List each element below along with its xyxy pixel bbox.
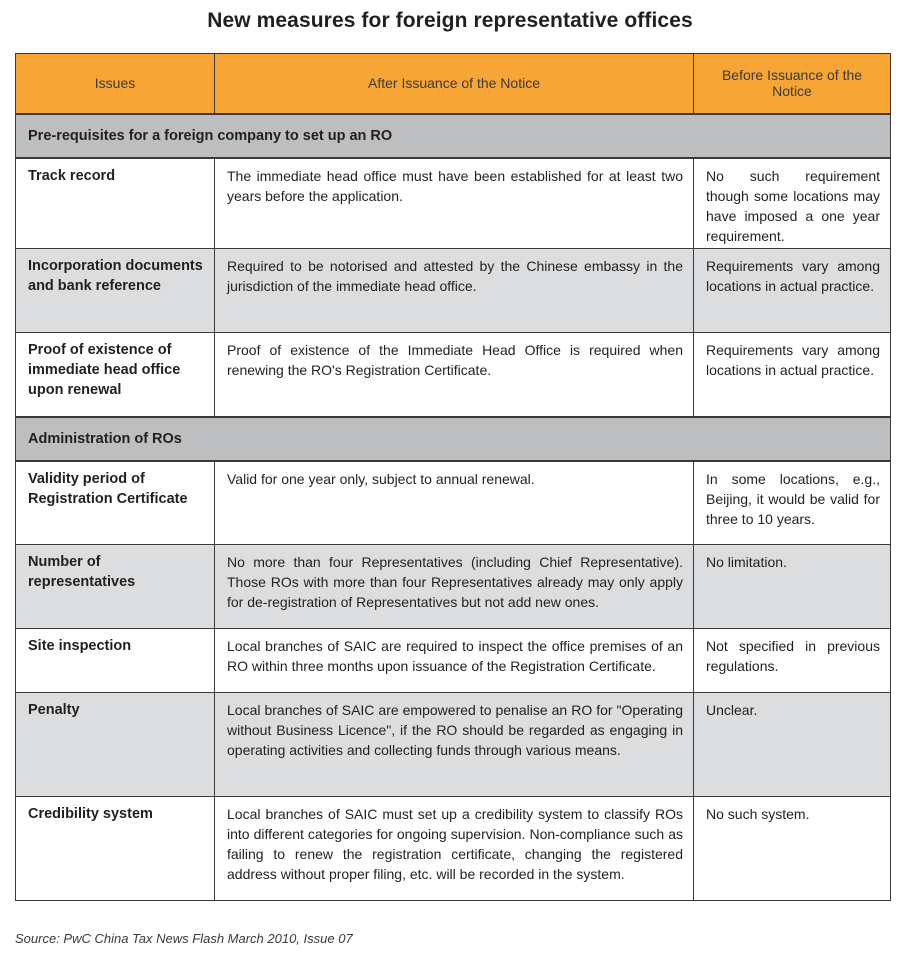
measures-table [15, 53, 891, 901]
table-row [16, 629, 891, 693]
before-cell: No such system. [694, 797, 891, 901]
issue-cell: Incorporation documents and bank reference [16, 249, 215, 333]
header-before: Before Issuance of the Notice [694, 54, 891, 114]
header-issues: Issues [16, 54, 215, 114]
source-note: Source: PwC China Tax News Flash March 2010, Issue 07 [15, 931, 353, 946]
table-row [16, 158, 891, 249]
table-row [16, 461, 891, 545]
table-row [16, 333, 891, 417]
table-row [16, 797, 891, 901]
before-cell: Requirements vary among locations in actual practice. [694, 249, 891, 333]
after-cell: No more than four Representatives (including Chief Representative). Those ROs with more than four Representatives already may only apply for de-registration of Representatives but not add new ones. [215, 545, 694, 629]
after-cell: The immediate head office must have been established for at least two years before the application. [215, 158, 694, 249]
before-cell: Not specified in previous regulations. [694, 629, 891, 693]
before-cell: No such requirement though some locations may have imposed a one year requirement. [694, 158, 891, 249]
table-row [16, 249, 891, 333]
issue-cell: Credibility system [16, 797, 215, 901]
before-cell: No limitation. [694, 545, 891, 629]
section-heading: Administration of ROs [16, 417, 891, 461]
after-cell: Proof of existence of the Immediate Head Office is required when renewing the RO's Registration Certificate. [215, 333, 694, 417]
before-cell: Unclear. [694, 693, 891, 797]
section-row-prerequisites [16, 114, 891, 158]
section-heading: Pre-requisites for a foreign company to set up an RO [16, 114, 891, 158]
table-header-row [16, 54, 891, 114]
issue-cell: Track record [16, 158, 215, 249]
after-cell: Local branches of SAIC must set up a credibility system to classify ROs into different categories for ongoing supervision. Non-compliance such as failing to renew the registration certificate, changing the registered address without proper filing, etc. will be recorded in the system. [215, 797, 694, 901]
after-cell: Required to be notorised and attested by the Chinese embassy in the jurisdiction of the immediate head office. [215, 249, 694, 333]
after-cell: Local branches of SAIC are empowered to penalise an RO for "Operating without Business Licence", if the RO should be regarded as engaging in operating activities and collecting funds through various means. [215, 693, 694, 797]
after-cell: Local branches of SAIC are required to inspect the office premises of an RO within three months upon issuance of the Registration Certificate. [215, 629, 694, 693]
issue-cell: Proof of existence of immediate head office upon renewal [16, 333, 215, 417]
section-row-administration [16, 417, 891, 461]
after-cell: Valid for one year only, subject to annual renewal. [215, 461, 694, 545]
table-row [16, 545, 891, 629]
header-after: After Issuance of the Notice [215, 54, 694, 114]
issue-cell: Validity period of Registration Certificate [16, 461, 215, 545]
issue-cell: Penalty [16, 693, 215, 797]
before-cell: Requirements vary among locations in actual practice. [694, 333, 891, 417]
issue-cell: Site inspection [16, 629, 215, 693]
page-title: New measures for foreign representative offices [207, 9, 693, 32]
before-cell: In some locations, e.g., Beijing, it would be valid for three to 10 years. [694, 461, 891, 545]
table-row [16, 693, 891, 797]
issue-cell: Number of representatives [16, 545, 215, 629]
